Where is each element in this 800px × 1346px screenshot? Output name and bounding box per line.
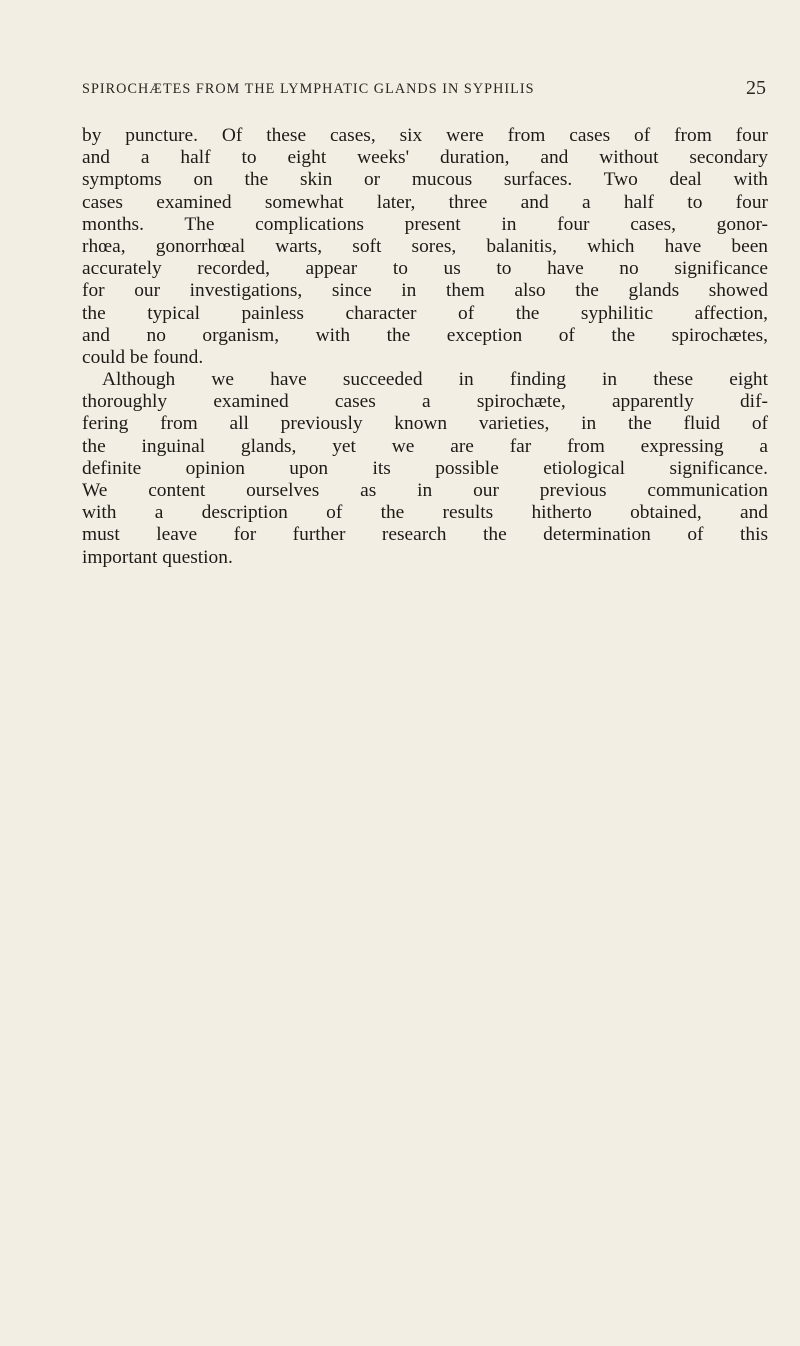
text-line: with a description of the results hitherto obtained, and bbox=[82, 502, 768, 524]
text-line: important question. bbox=[82, 546, 233, 568]
text-line: the typical painless character of the syphilitic affection, bbox=[82, 302, 768, 324]
text-line: could be found. bbox=[82, 346, 204, 368]
text-line: We content ourselves as in our previous communication bbox=[82, 480, 768, 501]
text-line: by puncture. Of these cases, six were from cases of from four bbox=[82, 125, 768, 146]
page-number: 25 bbox=[746, 77, 766, 99]
paragraph-2 bbox=[82, 369, 768, 569]
text-line: definite opinion upon its possible etiological significance. bbox=[82, 457, 768, 479]
text-line: thoroughly examined cases a spirochæte, apparently dif- bbox=[82, 391, 768, 413]
running-head bbox=[82, 79, 768, 103]
text-line: and no organism, with the exception of the spirochætes, bbox=[82, 324, 768, 346]
text-line: cases examined somewhat later, three and a half to four bbox=[82, 191, 768, 213]
text-line: the inguinal glands, yet we are far from expressing a bbox=[82, 435, 768, 457]
text-line: rhœa, gonorrhœal warts, soft sores, balanitis, which have been bbox=[82, 235, 768, 257]
body-text bbox=[82, 125, 768, 569]
text-line: accurately recorded, appear to us to have no significance bbox=[82, 258, 768, 280]
running-title: SPIROCHÆTES FROM THE LYMPHATIC GLANDS IN SYPHILIS bbox=[82, 81, 535, 97]
text-line: months. The complications present in four cases, gonor- bbox=[82, 213, 768, 235]
text-line: for our investigations, since in them also the glands showed bbox=[82, 280, 768, 302]
text-line: fering from all previously known varieties, in the fluid of bbox=[82, 413, 768, 435]
text-line: must leave for further research the determination of this bbox=[82, 524, 768, 546]
text-line: symptoms on the skin or mucous surfaces. Two deal with bbox=[82, 169, 768, 191]
text-line: and a half to eight weeks' duration, and without secondary bbox=[82, 147, 768, 169]
text-line: Although we have succeeded in finding in these eight bbox=[102, 369, 768, 391]
paragraph-1 bbox=[82, 125, 768, 369]
